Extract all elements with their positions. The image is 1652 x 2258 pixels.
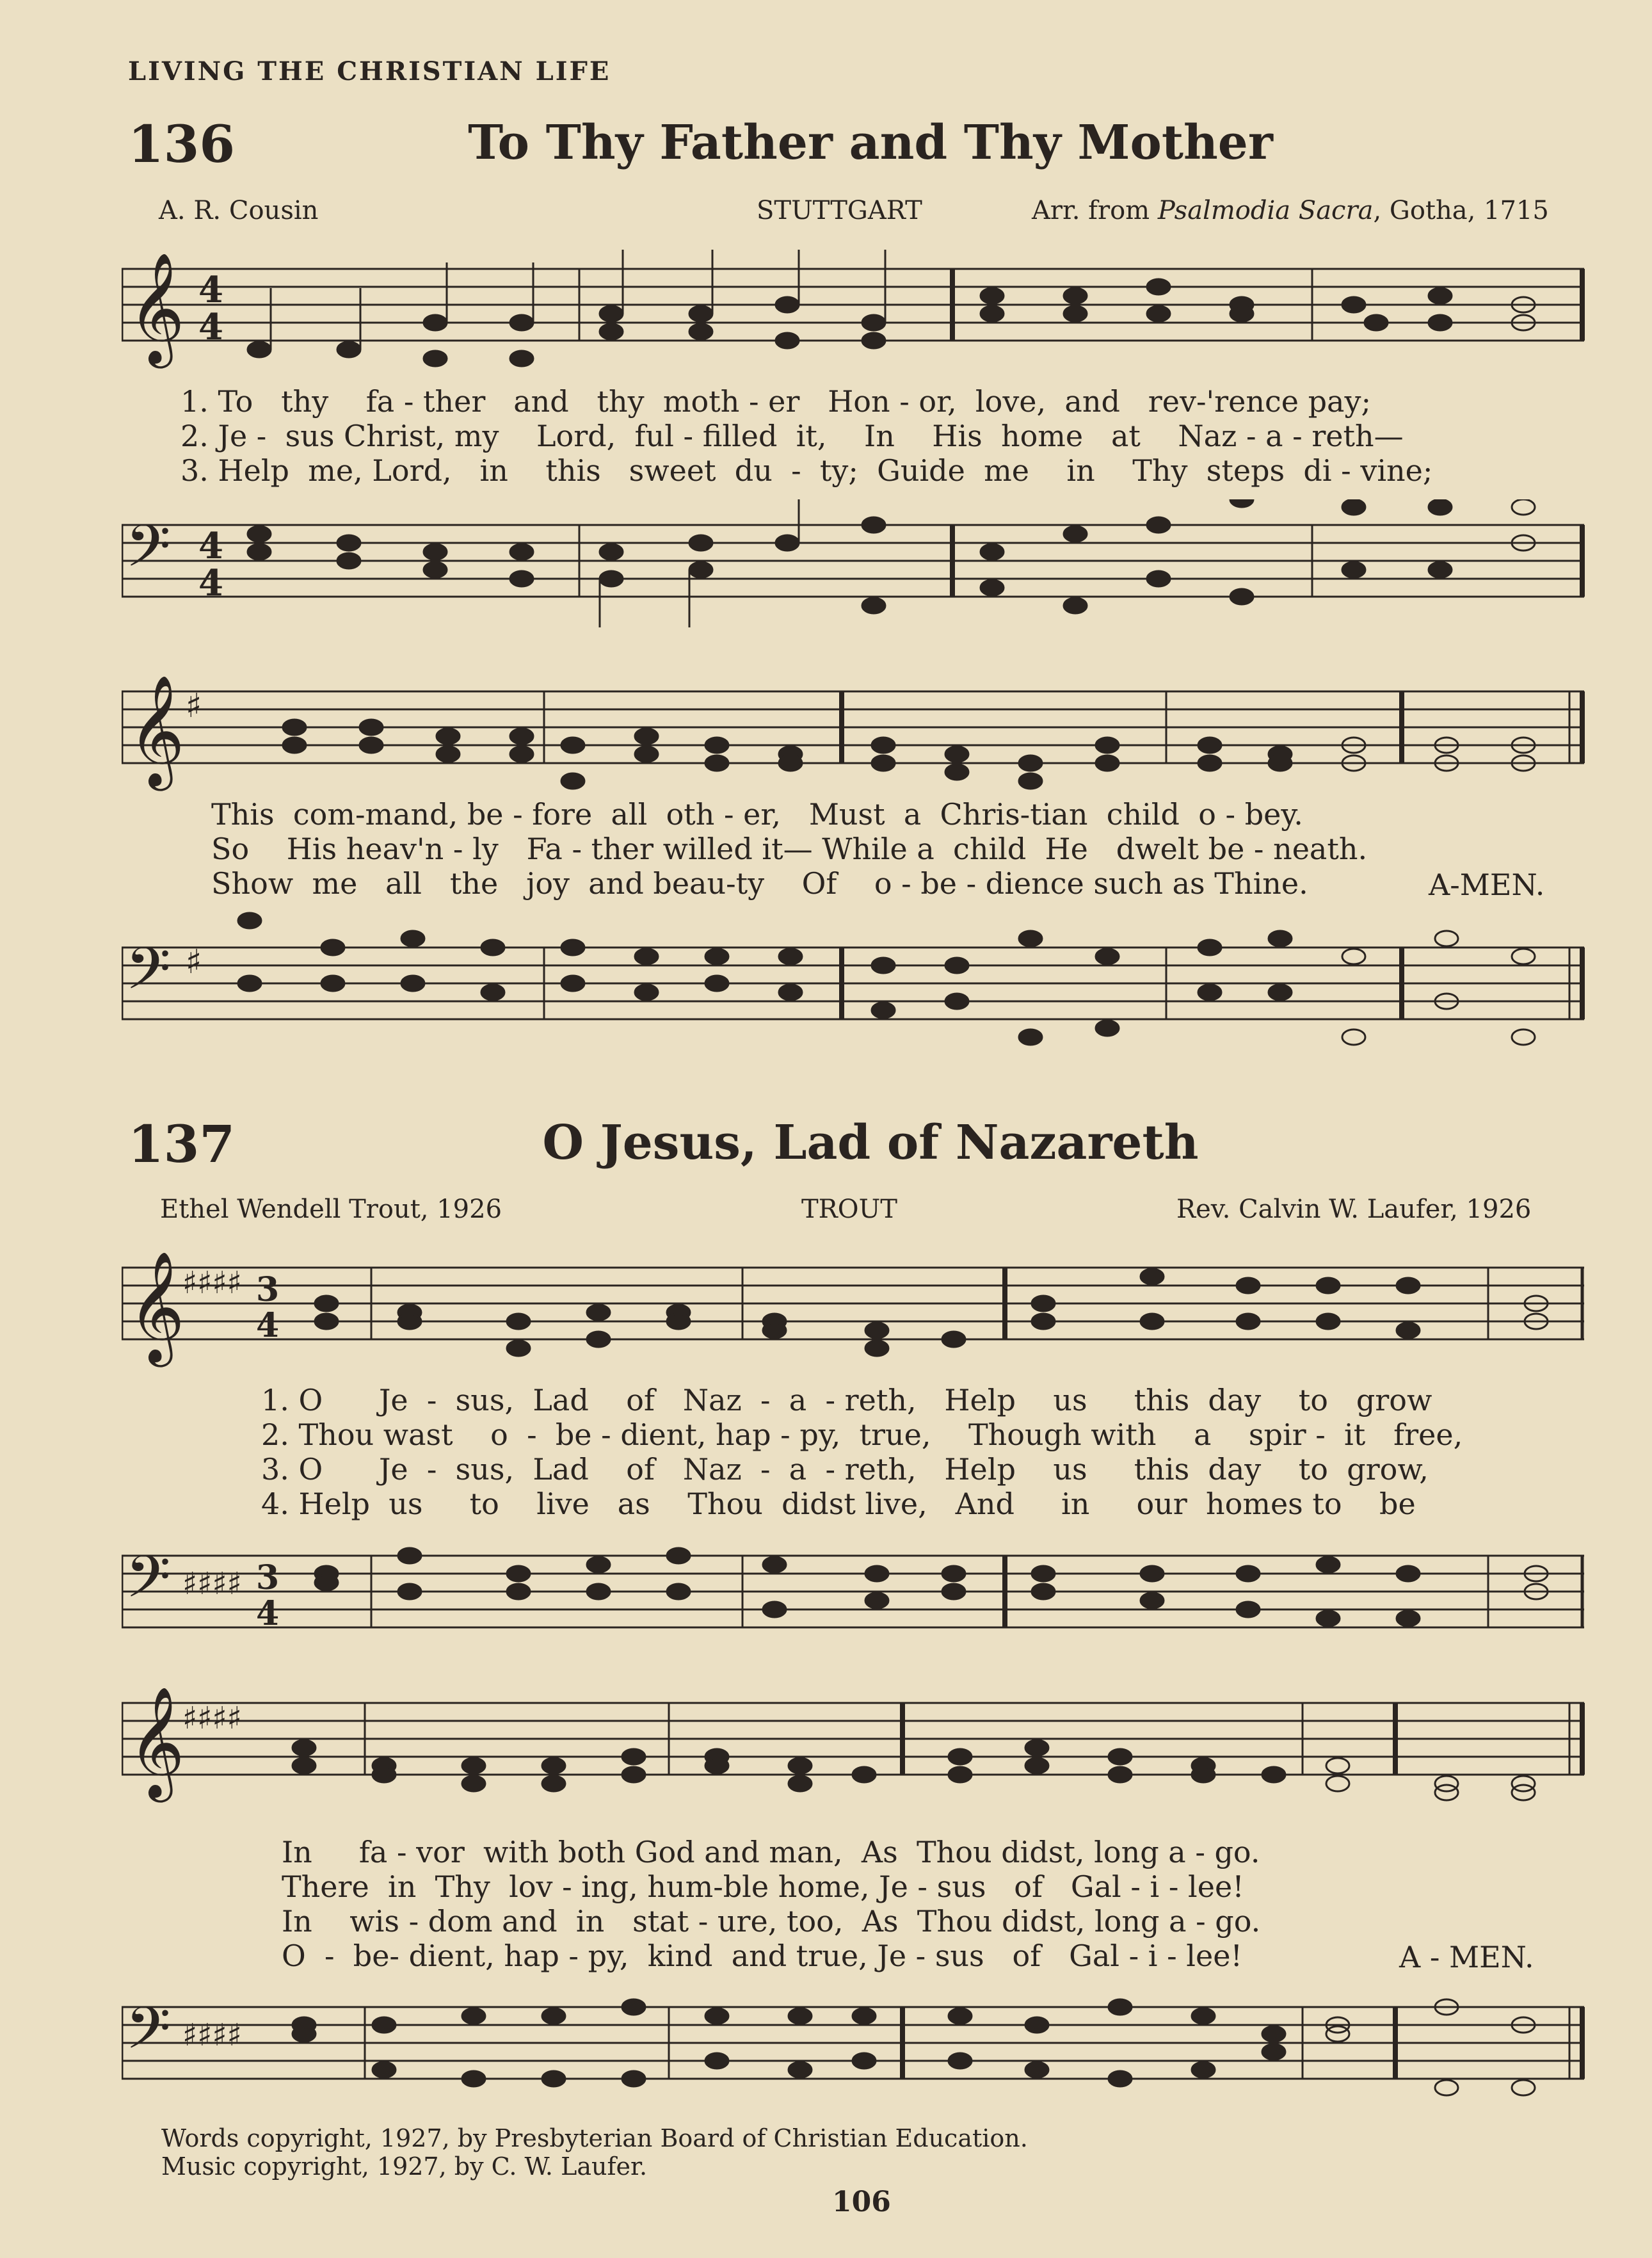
lyric-verse-3: 3. O Je - sus, Lad of Naz - a - reth, Help us this day to grow,	[261, 1452, 1429, 1487]
sharp-icon: ♯♯♯♯	[182, 1265, 242, 1301]
page-number: 106	[832, 2186, 891, 2218]
lyric-verse-3: Show me all the joy and beau-ty Of o - be - dience such as Thine.	[211, 866, 1308, 901]
treble-clef-icon: 𝄞	[128, 1686, 185, 1798]
hymn-number: 137	[128, 1114, 235, 1174]
sharp-icon: ♯♯♯♯	[182, 2017, 242, 2053]
lyric-verse-1: 1. O Je - sus, Lad of Naz - a - reth, Help us this day to grow	[261, 1383, 1432, 1417]
svg-text:4: 4	[198, 562, 223, 604]
svg-text:4: 4	[256, 1594, 280, 1633]
hymn-author: A. R. Cousin	[159, 196, 319, 225]
hymn-composer: Rev. Calvin W. Laufer, 1926	[1176, 1195, 1532, 1224]
bass-staff	[122, 909, 1594, 1069]
treble-clef-icon: 𝄞	[128, 1251, 185, 1362]
bass-staff	[122, 499, 1594, 647]
lyric-verse-1: This com-mand, be - fore all oth - er, Must a Chris-tian child o - bey.	[211, 797, 1303, 832]
bass-clef-icon: 𝄢	[125, 935, 171, 1017]
lyric-verse-4: 4. Help us to live as Thou didst live, And in our homes to be	[261, 1487, 1416, 1521]
amen: A - MEN.	[1399, 1940, 1534, 1974]
sharp-icon: ♯♯♯♯	[182, 1566, 242, 1602]
sharp-icon: ♯	[186, 943, 202, 981]
lyric-verse-4: O - be- dient, hap - py, kind and true, Je - sus of Gal - i - lee!	[282, 1939, 1242, 1973]
svg-text:4: 4	[198, 306, 223, 348]
treble-staff	[122, 666, 1594, 807]
lyrics-block	[180, 384, 1432, 488]
sharp-icon: ♯♯♯♯	[182, 1700, 242, 1736]
music-copyright: Music copyright, 1927, by C. W. Laufer.	[161, 2152, 648, 2181]
hymn-title: To Thy Father and Thy Mother	[468, 115, 1273, 170]
hymn-arranger: Arr. from Psalmodia Sacra, Gotha, 1715	[1032, 196, 1549, 225]
bass-clef-icon: 𝄢	[125, 1994, 171, 2076]
tune-name: TROUT	[801, 1195, 897, 1224]
bass-staff	[122, 1536, 1594, 1665]
hymn-title: O Jesus, Lad of Nazareth	[542, 1115, 1199, 1170]
lyric-verse-2: 2. Thou wast o - be - dient, hap - py, true, Though with a spir - it free,	[261, 1417, 1463, 1452]
lyrics-block	[261, 1383, 1463, 1521]
treble-staff	[122, 1677, 1594, 1812]
lyric-verse-2: So His heav'n - ly Fa - ther willed it— While a child He dwelt be - neath.	[211, 832, 1368, 866]
lyrics-block	[282, 1835, 1260, 1973]
svg-text:4: 4	[256, 1306, 280, 1345]
svg-text:4: 4	[198, 269, 223, 311]
svg-text:3: 3	[256, 1558, 280, 1597]
svg-text:3: 3	[256, 1270, 280, 1309]
lyric-verse-1: In fa - vor with both God and man, As Thou didst, long a - go.	[282, 1835, 1260, 1869]
lyric-verse-1: 1. To thy fa - ther and thy moth - er Hon - or, love, and rev-'rence pay;	[180, 384, 1371, 419]
treble-clef-icon: 𝄞	[128, 252, 185, 364]
words-copyright: Words copyright, 1927, by Presbyterian Board of Christian Education.	[161, 2124, 1028, 2152]
hymn-author: Ethel Wendell Trout, 1926	[160, 1195, 502, 1224]
lyric-verse-2: 2. Je - sus Christ, my Lord, ful - filled it, In His home at Naz - a - reth—	[180, 419, 1404, 453]
bass-staff	[122, 1981, 1594, 2116]
treble-clef-icon: 𝄞	[128, 675, 185, 786]
lyric-verse-2: There in Thy lov - ing, hum-ble home, Je - sus of Gal - i - lee!	[282, 1869, 1244, 1904]
lyric-verse-3: 3. Help me, Lord, in this sweet du - ty; Guide me in Thy steps di - vine;	[180, 453, 1433, 488]
treble-staff	[122, 1248, 1594, 1389]
hymn-number: 136	[128, 114, 235, 174]
svg-text:4: 4	[198, 525, 223, 567]
section-header: LIVING THE CHRISTIAN LIFE	[128, 56, 611, 86]
bass-clef-icon: 𝄢	[125, 512, 171, 594]
tune-name: STUTTGART	[757, 196, 922, 225]
lyrics-block	[211, 797, 1367, 901]
treble-staff	[122, 250, 1594, 384]
lyric-verse-3: In wis - dom and in stat - ure, too, As Thou didst, long a - go.	[282, 1904, 1261, 1939]
amen: A-MEN.	[1429, 867, 1545, 902]
sharp-icon: ♯	[186, 687, 202, 725]
bass-clef-icon: 𝄢	[125, 1543, 171, 1625]
